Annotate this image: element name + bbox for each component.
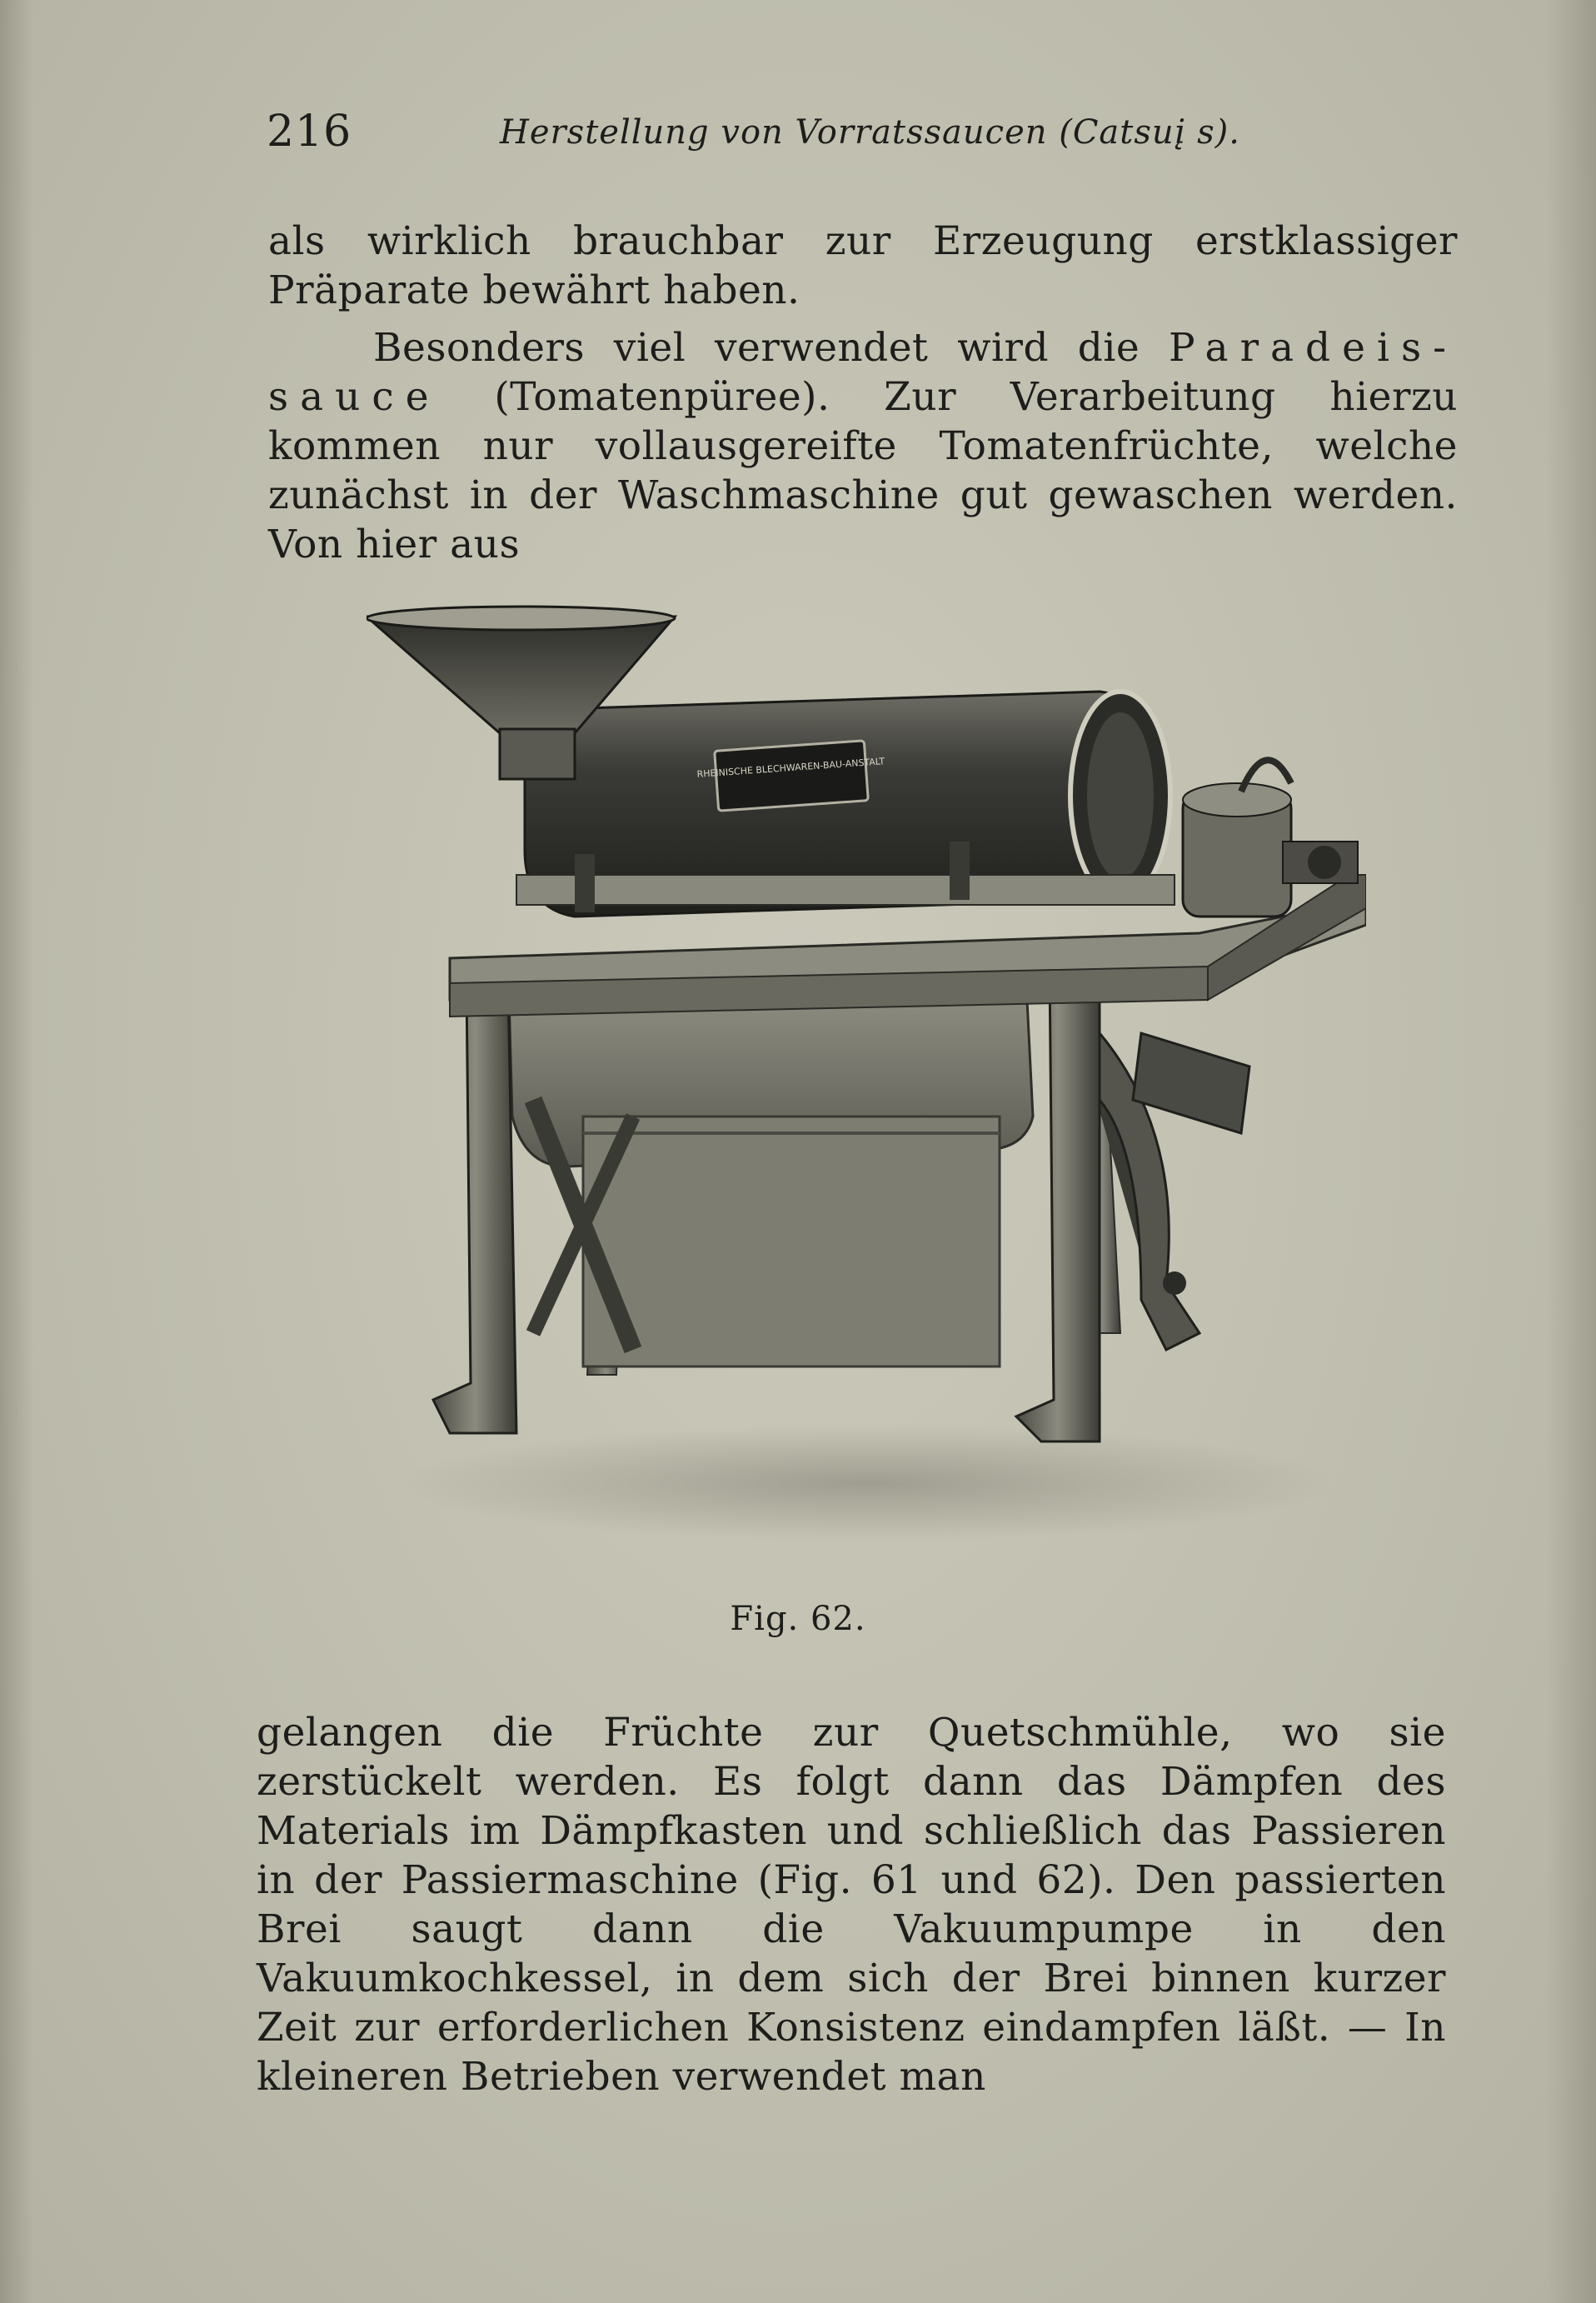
- shaft-end: [1308, 846, 1341, 879]
- floor-shadow: [400, 1425, 1333, 1541]
- front-left-leg: [433, 983, 516, 1433]
- drum-end-face: [1087, 712, 1154, 879]
- figure-passing-machine: [367, 600, 1366, 1550]
- page-edge-shadow-left: [0, 0, 33, 2303]
- emphasized-term: Paradeis-sauce: [268, 325, 1458, 420]
- collecting-box: [583, 1117, 1000, 1366]
- running-title: Herstellung von Vorratssaucen (Catsuį s).: [500, 113, 1240, 152]
- wing-nut-left: [575, 854, 595, 912]
- hopper-rim: [367, 607, 675, 630]
- frame-bolt: [1163, 1271, 1186, 1295]
- lower-text-block: [257, 1708, 1446, 2101]
- paragraph-rest: (Tomatenpüree). Zur Verarbeitung hierzu kommen nur vollausgereifte Tomatenfrüchte, welche zunächst in der Waschmaschine gut gewaschen werden. Von hier aus: [268, 374, 1458, 567]
- plate-label: RHEINISCHE BLECHWAREN-BAU-ANSTALT: [696, 756, 885, 780]
- drum-clamp-rail: [516, 875, 1175, 905]
- pulley-top: [1183, 783, 1291, 817]
- figure-caption: Fig. 62.: [730, 1600, 866, 1638]
- paragraph-paradeissauce: [268, 323, 1458, 569]
- upper-text-block: [268, 217, 1458, 569]
- page-edge-shadow-right: [1546, 0, 1596, 2303]
- wing-nut-right: [950, 842, 970, 900]
- page-header: [267, 107, 1349, 157]
- passing-machine-illustration: [367, 600, 1366, 1550]
- paragraph-lead: Besonders viel verwendet wird die: [373, 325, 1140, 371]
- page-number: 216: [267, 107, 352, 157]
- intro-paragraph: als wirklich brauchbar zur Erzeugung erstklassiger Präparate bewährt haben.: [268, 218, 1458, 313]
- hopper-neck: [500, 729, 575, 779]
- paragraph-continuation: gelangen die Früchte zur Quetschmühle, wo sie zerstückelt werden. Es folgt dann das Dämpfen des Materials im Dämpfkasten und schließlich das Passieren in der Passiermaschine (Fig. 61 und 62). Den passierten Brei saugt dann die Vakuumpumpe in den Vakuumkochkessel, in dem sich der Brei binnen kurzer Zeit zur erforderlichen Konsistenz eindampfen läßt. — In kleineren Betrieben verwendet man: [257, 1710, 1446, 2100]
